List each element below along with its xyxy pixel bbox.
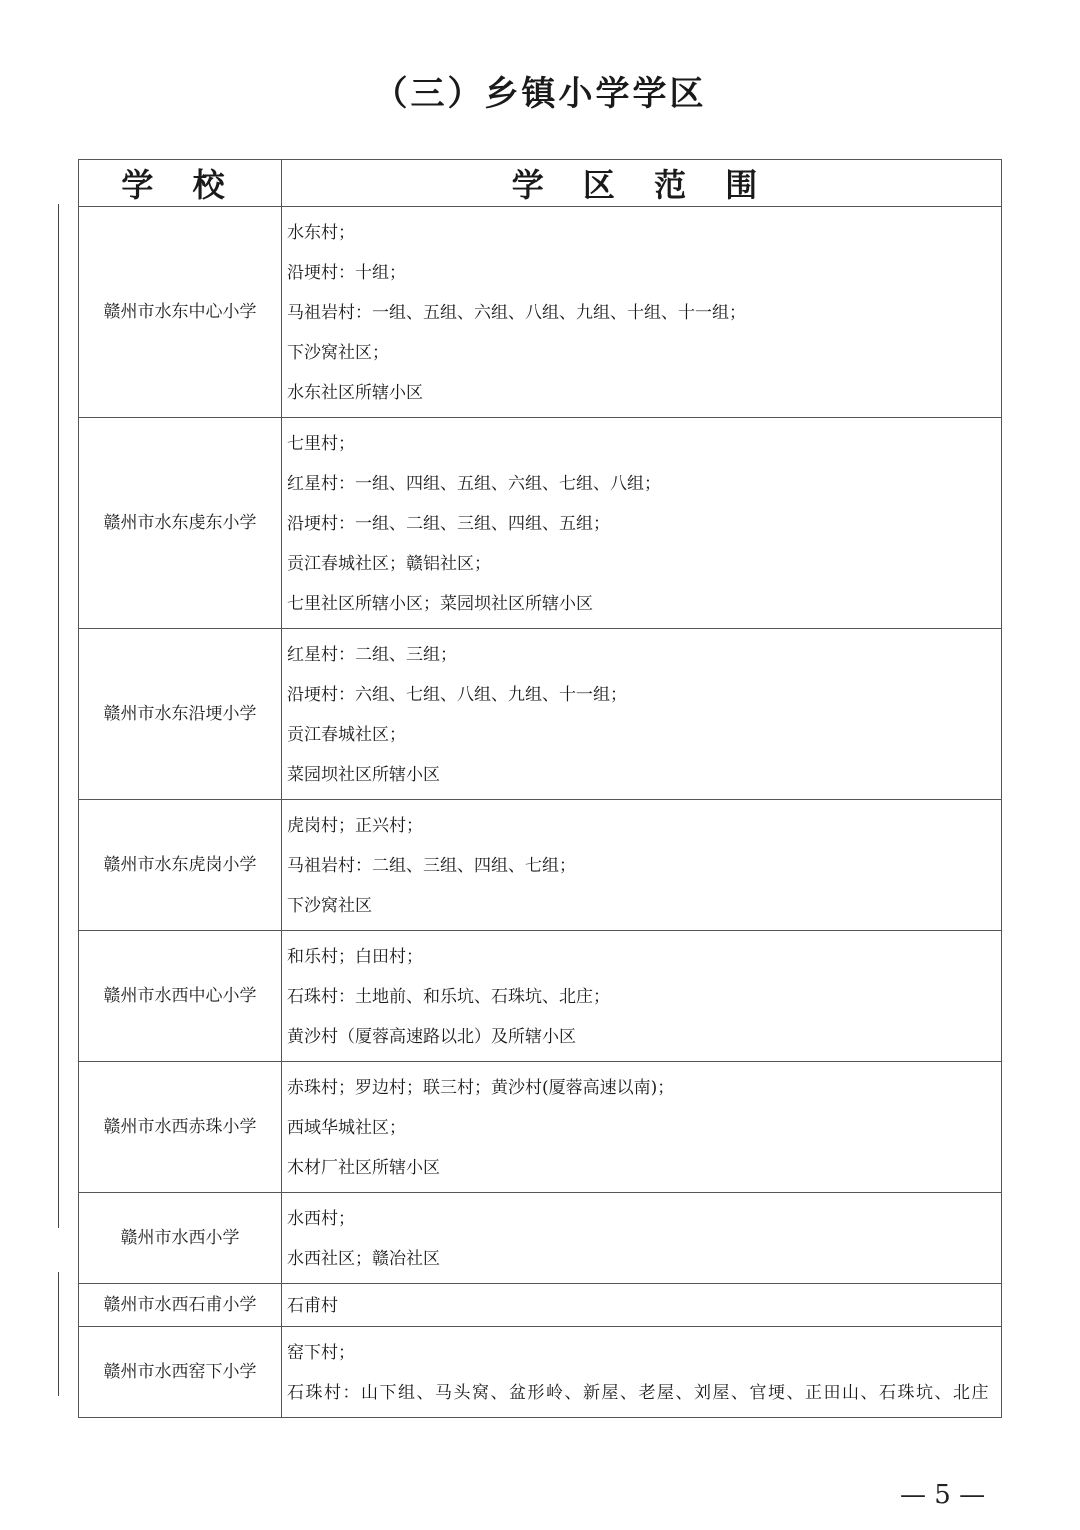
- table-row: [79, 207, 1002, 418]
- scope-line: 石珠村：山下组、马头窝、盆形岭、新屋、老屋、刘屋、官埂、正田山、石珠坑、北庄: [287, 1383, 990, 1403]
- district-scope: [282, 1327, 1002, 1418]
- scope-line: 沿埂村：一组、二组、三组、四组、五组；: [287, 514, 610, 534]
- school-name: 赣州市水西窑下小学: [79, 1327, 282, 1418]
- school-district-table: [78, 159, 1002, 1418]
- school-name: 赣州市水东虔东小学: [79, 418, 282, 629]
- table-row: [79, 800, 1002, 931]
- scope-line: 水西社区；赣冶社区: [287, 1249, 440, 1269]
- scope-line: 西域华城社区；: [287, 1118, 406, 1138]
- scope-line: 贡江春城社区；: [287, 725, 406, 745]
- table-row: [79, 931, 1002, 1062]
- table-row: [79, 1193, 1002, 1284]
- scope-line: 水西村；: [287, 1209, 355, 1229]
- scope-line: 菜园坝社区所辖小区: [287, 765, 440, 785]
- scope-line: 赤珠村；罗边村；联三村；黄沙村(厦蓉高速以南)；: [287, 1078, 675, 1098]
- scope-line: 七里村；: [287, 434, 355, 454]
- binding-line-top: [58, 204, 59, 1228]
- district-scope: [282, 1062, 1002, 1193]
- scope-line: 黄沙村（厦蓉高速路以北）及所辖小区: [287, 1027, 576, 1047]
- scope-line: 七里社区所辖小区；菜园坝社区所辖小区: [287, 594, 593, 614]
- scope-line: 马祖岩村：二组、三组、四组、七组；: [287, 856, 576, 876]
- school-name: 赣州市水西赤珠小学: [79, 1062, 282, 1193]
- school-name: 赣州市水西石甫小学: [79, 1284, 282, 1327]
- scope-line: 石珠村：土地前、和乐坑、石珠坑、北庄；: [287, 987, 610, 1007]
- district-scope: [282, 1284, 1002, 1327]
- scope-line: 虎岗村；正兴村；: [287, 816, 423, 836]
- scope-line: 窑下村；: [287, 1343, 355, 1363]
- school-name: 赣州市水东中心小学: [79, 207, 282, 418]
- district-scope: [282, 629, 1002, 800]
- scope-line: 和乐村；白田村；: [287, 947, 423, 967]
- school-name: 赣州市水东虎岗小学: [79, 800, 282, 931]
- scope-line: 木材厂社区所辖小区: [287, 1158, 440, 1178]
- school-name: 赣州市水东沿埂小学: [79, 629, 282, 800]
- header-scope: 学 区 范 围: [282, 160, 1002, 207]
- scope-line: 下沙窝社区；: [287, 343, 389, 363]
- scope-line: 红星村：二组、三组；: [287, 645, 457, 665]
- scope-line: 贡江春城社区；赣铝社区；: [287, 554, 491, 574]
- page-number: — 5 —: [900, 1480, 986, 1510]
- scope-line: 下沙窝社区: [287, 896, 372, 916]
- scope-line: 沿埂村：十组；: [287, 263, 406, 283]
- district-scope: [282, 1193, 1002, 1284]
- header-school: 学 校: [79, 160, 282, 207]
- scope-line: 石甫村: [287, 1296, 338, 1316]
- page-title: （三）乡镇小学学区: [373, 74, 707, 114]
- school-name: 赣州市水西小学: [79, 1193, 282, 1284]
- district-scope: [282, 418, 1002, 629]
- scope-line: 马祖岩村：一组、五组、六组、八组、九组、十组、十一组；: [287, 303, 746, 323]
- table-row: [79, 418, 1002, 629]
- table-row: [79, 629, 1002, 800]
- table-row: [79, 1327, 1002, 1418]
- district-scope: [282, 931, 1002, 1062]
- school-name: 赣州市水西中心小学: [79, 931, 282, 1062]
- table-row: [79, 1284, 1002, 1327]
- table-header-row: [79, 160, 1002, 207]
- scope-line: 水东村；: [287, 223, 355, 243]
- district-scope: [282, 800, 1002, 931]
- table-row: [79, 1062, 1002, 1193]
- scope-line: 红星村：一组、四组、五组、六组、七组、八组；: [287, 474, 661, 494]
- scope-line: 水东社区所辖小区: [287, 383, 423, 403]
- scope-line: 沿埂村：六组、七组、八组、九组、十一组；: [287, 685, 627, 705]
- binding-line-bottom: [58, 1272, 59, 1396]
- district-scope: [282, 207, 1002, 418]
